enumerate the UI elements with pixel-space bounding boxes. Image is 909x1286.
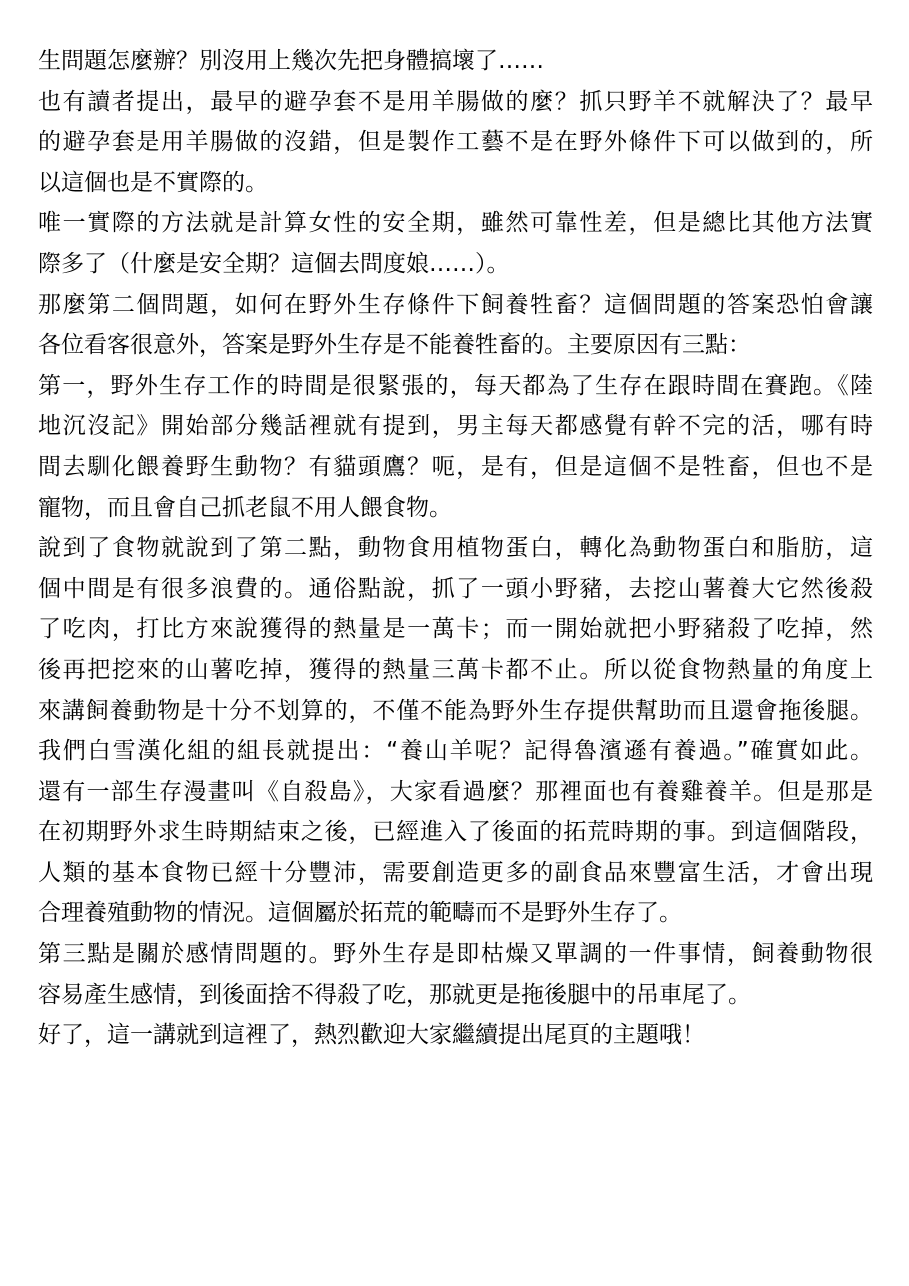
text-line: 容易產生感情，到後面捨不得殺了吃，那就更是拖後腿中的吊車尾了。 [38,981,751,1008]
text-line: 合理養殖動物的情況。這個屬於拓荒的範疇而不是野外生存了。 [38,900,682,927]
text-line: 人類的基本食物已經十分豐沛，需要創造更多的副食品來豐富生活，才會出現 [38,859,873,886]
text-line: 那麼第二個問題，如何在野外生存條件下飼養牲畜？這個問題的答案恐怕會讓 [38,291,873,318]
text-line: 以這個也是不實際的。 [38,169,268,196]
text-line: 也有讀者提出，最早的避孕套不是用羊腸做的麼？抓只野羊不就解決了？最早 [38,88,873,115]
text-line: 的避孕套是用羊腸做的沒錯，但是製作工藝不是在野外條件下可以做到的，所 [38,129,873,156]
text-line: 了吃肉，打比方來說獲得的熱量是一萬卡；而一開始就把小野豬殺了吃掉，然 [38,616,873,643]
text-line: 生問題怎麼辦？別沒用上幾次先把身體搞壞了…… [38,48,544,74]
text-line: 說到了食物就說到了第二點，動物食用植物蛋白，轉化為動物蛋白和脂肪，這 [38,535,873,562]
text-line: 還有一部生存漫畫叫《自殺島》，大家看過麼？那裡面也有養雞養羊。但是那是 [38,778,873,805]
text-line: 好了，這一講就到這裡了，熱烈歡迎大家繼續提出尾頁的主題哦！ [38,1022,705,1049]
text-line: 各位看客很意外，答案是野外生存是不能養牲畜的。主要原因有三點： [38,332,751,359]
text-line: 個中間是有很多浪費的。通俗點說，抓了一頭小野豬，去挖山薯養大它然後殺 [38,575,873,602]
text-line: 際多了（什麼是安全期？這個去問度娘……）。 [38,250,510,277]
text-line: 來講飼養動物是十分不划算的，不僅不能為野外生存提供幫助而且還會拖後腿。 [38,697,873,724]
text-line: 後再把挖來的山薯吃掉，獲得的熱量三萬卡都不止。所以從食物熱量的角度上 [38,656,873,683]
text-line: 第一，野外生存工作的時間是很緊張的，每天都為了生存在跟時間在賽跑。《陸 [38,372,873,399]
text-line: 寵物，而且會自己抓老鼠不用人餵食物。 [38,494,452,521]
text-line: 唯一實際的方法就是計算女性的安全期，雖然可靠性差，但是總比其他方法實 [38,210,873,237]
text-line: 間去馴化餵養野生動物？有貓頭鷹？呃，是有，但是這個不是牲畜，但也不是 [38,453,873,480]
text-line: 地沉沒記》開始部分幾話裡就有提到，男主每天都感覺有幹不完的活，哪有時 [38,413,873,440]
text-line: 第三點是關於感情問題的。野外生存是即枯燥又單調的一件事情，飼養動物很 [38,941,873,968]
text-line: 我們白雪漢化組的組長就提出：“養山羊呢？記得魯濱遜有養過。”確實如此。 [38,738,873,765]
text-line: 在初期野外求生時期結束之後，已經進入了後面的拓荒時期的事。到這個階段， [38,819,873,846]
